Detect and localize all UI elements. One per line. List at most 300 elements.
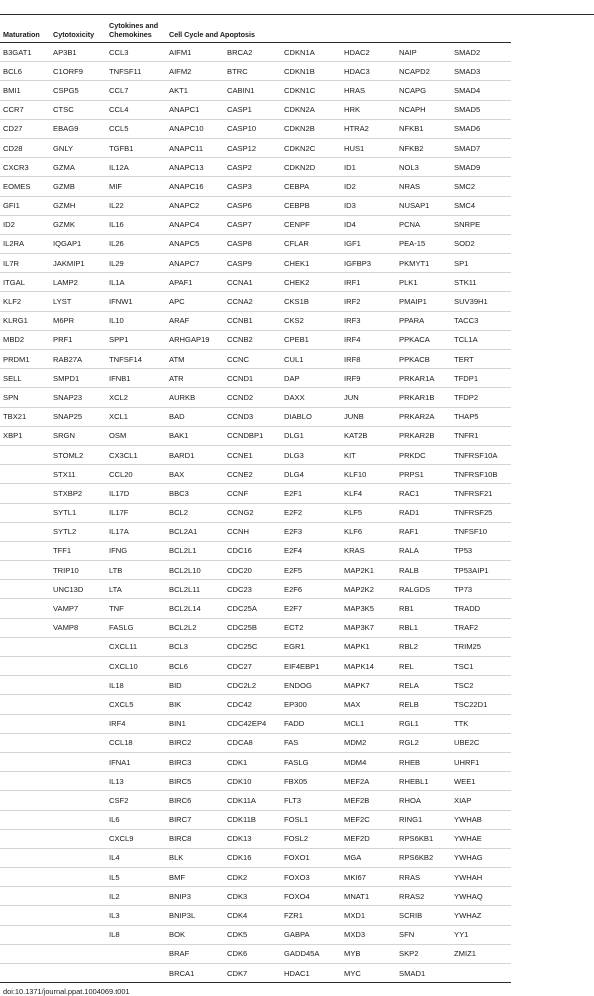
table-cell: CCNDBP1	[224, 426, 281, 445]
table-cell: BTRC	[224, 62, 281, 81]
table-cell: CASP3	[224, 177, 281, 196]
table-cell: BOK	[166, 925, 224, 944]
table-cell: HRK	[341, 100, 396, 119]
table-cell: ID4	[341, 215, 396, 234]
table-cell: CSF2	[106, 791, 166, 810]
table-cell: MAP2K2	[341, 580, 396, 599]
table-row	[0, 177, 594, 196]
table-row	[0, 522, 594, 541]
table-cell: RING1	[396, 810, 451, 829]
table-cell: BIRC7	[166, 810, 224, 829]
table-cell: BIRC2	[166, 733, 224, 752]
table-row	[0, 848, 594, 867]
table-cell: GABPA	[281, 925, 341, 944]
table-cell: FLT3	[281, 791, 341, 810]
table-cell: CDC42EP4	[224, 714, 281, 733]
header-maturation: Maturation	[3, 30, 40, 39]
table-cell: ARAF	[166, 311, 224, 330]
table-cell: NAIP	[396, 43, 451, 62]
table-cell: SMPD1	[50, 369, 106, 388]
table-cell: CCL18	[106, 733, 166, 752]
table-cell: DAP	[281, 369, 341, 388]
table-cell: SNAP25	[50, 407, 106, 426]
table-cell: CDK11B	[224, 810, 281, 829]
table-cell: SYTL2	[50, 522, 106, 541]
table-cell: IFNA1	[106, 752, 166, 771]
table-cell: CCL3	[106, 43, 166, 62]
table-cell: STK11	[451, 273, 511, 292]
table-cell: BCL6	[166, 657, 224, 676]
table-cell: IRF1	[341, 273, 396, 292]
table-cell	[0, 657, 50, 676]
table-cell: CD28	[0, 138, 50, 157]
table-cell: CDK1	[224, 752, 281, 771]
table-cell: BIN1	[166, 714, 224, 733]
table-cell: MXD3	[341, 925, 396, 944]
table-cell: CCNA2	[224, 292, 281, 311]
table-cell: BCL2L10	[166, 561, 224, 580]
table-cell: NCAPH	[396, 100, 451, 119]
table-cell: CDK11A	[224, 791, 281, 810]
table-cell: CPEB1	[281, 330, 341, 349]
table-row	[0, 484, 594, 503]
table-cell: BCL2L2	[166, 618, 224, 637]
table-cell: E2F6	[281, 580, 341, 599]
table-cell: IL12A	[106, 158, 166, 177]
table-cell: MAPK1	[341, 637, 396, 656]
table-cell: BIRC8	[166, 829, 224, 848]
table-cell: RHEBL1	[396, 772, 451, 791]
table-cell: CEBPB	[281, 196, 341, 215]
table-cell: MGA	[341, 848, 396, 867]
table-cell: CDC20	[224, 561, 281, 580]
table-cell: CHEK1	[281, 254, 341, 273]
table-cell	[0, 733, 50, 752]
table-cell: EOMES	[0, 177, 50, 196]
table-cell: TSC1	[451, 657, 511, 676]
table-cell: SCRIB	[396, 906, 451, 925]
table-cell: EP300	[281, 695, 341, 714]
table-cell: CCNE2	[224, 465, 281, 484]
table-cell: IL10	[106, 311, 166, 330]
table-cell: GZMH	[50, 196, 106, 215]
table-cell	[0, 868, 50, 887]
table-cell: MKI67	[341, 868, 396, 887]
table-cell	[50, 791, 106, 810]
table-cell: EBAG9	[50, 119, 106, 138]
table-cell: UHRF1	[451, 752, 511, 771]
table-cell: KLF4	[341, 484, 396, 503]
table-row	[0, 196, 594, 215]
table-cell: BCL3	[166, 637, 224, 656]
table-cell: CDC42	[224, 695, 281, 714]
table-cell: CDC25A	[224, 599, 281, 618]
table-cell: BIRC6	[166, 791, 224, 810]
table-cell: PRDM1	[0, 350, 50, 369]
table-cell: CCL7	[106, 81, 166, 100]
table-cell	[106, 944, 166, 963]
table-cell: TGFB1	[106, 138, 166, 157]
table-cell: CCNH	[224, 522, 281, 541]
table-cell: JAKMIP1	[50, 254, 106, 273]
table-cell: SMAD3	[451, 62, 511, 81]
table-cell: ECT2	[281, 618, 341, 637]
table-cell: TERT	[451, 350, 511, 369]
table-cell: SMAD9	[451, 158, 511, 177]
table-cell: ANAPC1	[166, 100, 224, 119]
table-cell: RHOA	[396, 791, 451, 810]
table-row	[0, 426, 594, 445]
table-cell: FASLG	[281, 752, 341, 771]
table-cell: MDM2	[341, 733, 396, 752]
table-row	[0, 618, 594, 637]
table-row	[0, 234, 594, 253]
table-cell: RPS6KB1	[396, 829, 451, 848]
table-cell: NOL3	[396, 158, 451, 177]
table-cell: OSM	[106, 426, 166, 445]
table-cell: EGR1	[281, 637, 341, 656]
table-cell: TACC3	[451, 311, 511, 330]
table-cell: PCNA	[396, 215, 451, 234]
table-row	[0, 330, 594, 349]
table-cell: KLF10	[341, 465, 396, 484]
table-cell: HTRA2	[341, 119, 396, 138]
table-cell	[0, 791, 50, 810]
table-cell	[0, 848, 50, 867]
table-row	[0, 273, 594, 292]
table-cell: CCNF	[224, 484, 281, 503]
table-cell: NCAPG	[396, 81, 451, 100]
table-cell: CASP1	[224, 100, 281, 119]
table-row	[0, 138, 594, 157]
table-cell: PMAIP1	[396, 292, 451, 311]
table-cell: MAPK14	[341, 657, 396, 676]
table-row	[0, 868, 594, 887]
table-cell: XIAP	[451, 791, 511, 810]
table-cell: CX3CL1	[106, 445, 166, 464]
table-cell: FBX05	[281, 772, 341, 791]
table-cell: ANAPC7	[166, 254, 224, 273]
table-cell: TFF1	[50, 541, 106, 560]
table-cell: PPKACA	[396, 330, 451, 349]
table-cell: SFN	[396, 925, 451, 944]
table-cell: SMAD6	[451, 119, 511, 138]
table-cell: MIF	[106, 177, 166, 196]
table-cell	[50, 829, 106, 848]
table-cell	[50, 733, 106, 752]
table-cell: MNAT1	[341, 887, 396, 906]
table-row	[0, 445, 594, 464]
table-cell: RAC1	[396, 484, 451, 503]
table-cell: ANAPC13	[166, 158, 224, 177]
table-cell: NCAPD2	[396, 62, 451, 81]
table-cell: CCND1	[224, 369, 281, 388]
table-cell	[0, 925, 50, 944]
table-cell: CDC16	[224, 541, 281, 560]
table-cell: MAPK7	[341, 676, 396, 695]
table-cell: SPN	[0, 388, 50, 407]
table-row	[0, 676, 594, 695]
table-cell: RAD1	[396, 503, 451, 522]
table-cell: BRCA2	[224, 43, 281, 62]
table-cell: ENDOG	[281, 676, 341, 695]
table-cell: TNFRSF25	[451, 503, 511, 522]
table-cell: FZR1	[281, 906, 341, 925]
table-cell: LYST	[50, 292, 106, 311]
table-cell	[0, 752, 50, 771]
table-cell: MAP3K5	[341, 599, 396, 618]
table-cell: IFNW1	[106, 292, 166, 311]
table-cell: ARHGAP19	[166, 330, 224, 349]
table-cell: E2F7	[281, 599, 341, 618]
table-cell: TNFRSF10B	[451, 465, 511, 484]
table-cell	[0, 676, 50, 695]
table-cell: CSPG5	[50, 81, 106, 100]
table-cell	[50, 752, 106, 771]
table-cell: KLF5	[341, 503, 396, 522]
table-row	[0, 503, 594, 522]
table-row	[0, 925, 594, 944]
table-cell: GZMB	[50, 177, 106, 196]
table-cell: CCNB2	[224, 330, 281, 349]
table-row	[0, 388, 594, 407]
table-cell: BCL2L14	[166, 599, 224, 618]
table-cell: CDK7	[224, 964, 281, 983]
table-cell: LAMP2	[50, 273, 106, 292]
table-cell	[0, 484, 50, 503]
table-cell: IL29	[106, 254, 166, 273]
table-cell: CCR7	[0, 100, 50, 119]
table-row	[0, 906, 594, 925]
table-cell: IL7R	[0, 254, 50, 273]
table-cell: HDAC2	[341, 43, 396, 62]
table-cell	[0, 561, 50, 580]
table-cell	[0, 714, 50, 733]
table-row	[0, 791, 594, 810]
table-cell: IL5	[106, 868, 166, 887]
table-cell: TRAF2	[451, 618, 511, 637]
table-row	[0, 599, 594, 618]
table-cell: BAX	[166, 465, 224, 484]
table-row	[0, 772, 594, 791]
table-cell: VAMP8	[50, 618, 106, 637]
table-cell	[50, 848, 106, 867]
table-cell	[50, 637, 106, 656]
table-cell: THAP5	[451, 407, 511, 426]
table-cell: PLK1	[396, 273, 451, 292]
table-cell: KLF6	[341, 522, 396, 541]
table-cell	[0, 772, 50, 791]
table-cell: RALA	[396, 541, 451, 560]
table-cell: TSC2	[451, 676, 511, 695]
table-cell: KLRG1	[0, 311, 50, 330]
table-cell: MCL1	[341, 714, 396, 733]
table-row	[0, 350, 594, 369]
table-cell: APC	[166, 292, 224, 311]
table-cell: NRAS	[396, 177, 451, 196]
table-cell: TFDP1	[451, 369, 511, 388]
table-cell	[50, 772, 106, 791]
table-cell: BID	[166, 676, 224, 695]
table-cell: TNF	[106, 599, 166, 618]
table-cell: TNFRSF10A	[451, 445, 511, 464]
table-cell: SMAD1	[396, 964, 451, 983]
table-cell: IRF2	[341, 292, 396, 311]
table-cell: PRF1	[50, 330, 106, 349]
table-cell: CCND3	[224, 407, 281, 426]
table-cell: CCL4	[106, 100, 166, 119]
table-cell: ANAPC10	[166, 119, 224, 138]
table-row	[0, 254, 594, 273]
table-row	[0, 810, 594, 829]
table-cell: NFKB2	[396, 138, 451, 157]
table-cell: MAP2K1	[341, 561, 396, 580]
table-row	[0, 100, 594, 119]
table-cell	[0, 829, 50, 848]
table-cell: BAK1	[166, 426, 224, 445]
gene-table	[0, 15, 594, 983]
table-cell	[50, 964, 106, 983]
table-cell: IFNB1	[106, 369, 166, 388]
table-cell: GZMA	[50, 158, 106, 177]
table-cell	[0, 695, 50, 714]
table-cell: KIT	[341, 445, 396, 464]
table-cell: SNRPE	[451, 215, 511, 234]
table-cell: SOD2	[451, 234, 511, 253]
table-cell: BIRC5	[166, 772, 224, 791]
table-body	[0, 43, 594, 983]
table-cell: CASP8	[224, 234, 281, 253]
table-cell: YWHAG	[451, 848, 511, 867]
table-cell: KAT2B	[341, 426, 396, 445]
table-cell: SUV39H1	[451, 292, 511, 311]
table-cell: PRKAR1A	[396, 369, 451, 388]
table-cell	[50, 944, 106, 963]
table-cell: CKS2	[281, 311, 341, 330]
table-cell: LTA	[106, 580, 166, 599]
table-cell: C1ORF9	[50, 62, 106, 81]
table-cell: CDK6	[224, 944, 281, 963]
table-cell: GADD45A	[281, 944, 341, 963]
table-cell: STOML2	[50, 445, 106, 464]
table-cell: IL13	[106, 772, 166, 791]
table-cell: CCNB1	[224, 311, 281, 330]
table-cell: IRF8	[341, 350, 396, 369]
table-cell: ATM	[166, 350, 224, 369]
table-cell: IL17D	[106, 484, 166, 503]
table-cell: RAF1	[396, 522, 451, 541]
table-row	[0, 541, 594, 560]
table-cell: BIRC3	[166, 752, 224, 771]
table-cell: TP53AIP1	[451, 561, 511, 580]
table-cell: IL17A	[106, 522, 166, 541]
table-row	[0, 369, 594, 388]
table-cell: CEBPA	[281, 177, 341, 196]
table-cell: CDKN2A	[281, 100, 341, 119]
table-cell	[0, 465, 50, 484]
table-cell: CCL5	[106, 119, 166, 138]
table-cell	[0, 964, 50, 983]
table-cell: RB1	[396, 599, 451, 618]
table-cell	[0, 522, 50, 541]
table-cell: E2F4	[281, 541, 341, 560]
table-cell: CDKN1C	[281, 81, 341, 100]
table-cell: IQGAP1	[50, 234, 106, 253]
table-cell: AP3B1	[50, 43, 106, 62]
table-cell: IL4	[106, 848, 166, 867]
header-cytotoxicity: Cytotoxicity	[53, 30, 95, 39]
table-cell: TP73	[451, 580, 511, 599]
table-cell	[50, 676, 106, 695]
table-cell: MAP3K7	[341, 618, 396, 637]
table-cell: TNFSF14	[106, 350, 166, 369]
table-row	[0, 695, 594, 714]
table-cell: CABIN1	[224, 81, 281, 100]
table-cell: ID3	[341, 196, 396, 215]
table-cell	[0, 887, 50, 906]
table-cell	[50, 714, 106, 733]
table-cell: BLK	[166, 848, 224, 867]
table-cell: SMAD7	[451, 138, 511, 157]
table-cell: SMC2	[451, 177, 511, 196]
header-cytokines-chemokines: Cytokines and Chemokines	[109, 21, 159, 39]
table-cell: CCL20	[106, 465, 166, 484]
table-cell: TRADD	[451, 599, 511, 618]
table-cell: HDAC1	[281, 964, 341, 983]
table-cell: SP1	[451, 254, 511, 273]
table-cell: TNFSF10	[451, 522, 511, 541]
table-cell: HUS1	[341, 138, 396, 157]
table-cell: SKP2	[396, 944, 451, 963]
table-cell: XCL2	[106, 388, 166, 407]
table-cell: AURKB	[166, 388, 224, 407]
table-cell: PKMYT1	[396, 254, 451, 273]
table-cell: ZMIZ1	[451, 944, 511, 963]
table-cell: CASP2	[224, 158, 281, 177]
table-cell: RGL1	[396, 714, 451, 733]
table-cell: CXCL9	[106, 829, 166, 848]
table-cell: CASP12	[224, 138, 281, 157]
table-row	[0, 752, 594, 771]
table-cell: SRGN	[50, 426, 106, 445]
table-cell: CDCA8	[224, 733, 281, 752]
table-cell	[50, 868, 106, 887]
table-cell: B3GAT1	[0, 43, 50, 62]
table-cell: IL18	[106, 676, 166, 695]
table-cell: YWHAB	[451, 810, 511, 829]
table-cell: TRIP10	[50, 561, 106, 580]
table-cell: IL6	[106, 810, 166, 829]
table-cell	[50, 887, 106, 906]
table-cell: DAXX	[281, 388, 341, 407]
table-cell: APAF1	[166, 273, 224, 292]
table-cell: AIFM1	[166, 43, 224, 62]
table-cell: CASP9	[224, 254, 281, 273]
table-row	[0, 62, 594, 81]
table-cell: ANAPC5	[166, 234, 224, 253]
table-cell: HDAC3	[341, 62, 396, 81]
table-cell: CCNE1	[224, 445, 281, 464]
table-cell: BIK	[166, 695, 224, 714]
table-cell: JUNB	[341, 407, 396, 426]
table-cell: IL2	[106, 887, 166, 906]
table-cell: CDC27	[224, 657, 281, 676]
table-cell: FOSL1	[281, 810, 341, 829]
table-cell: CDC2L2	[224, 676, 281, 695]
table-cell: NFKB1	[396, 119, 451, 138]
table-cell	[0, 810, 50, 829]
table-cell: YWHAZ	[451, 906, 511, 925]
